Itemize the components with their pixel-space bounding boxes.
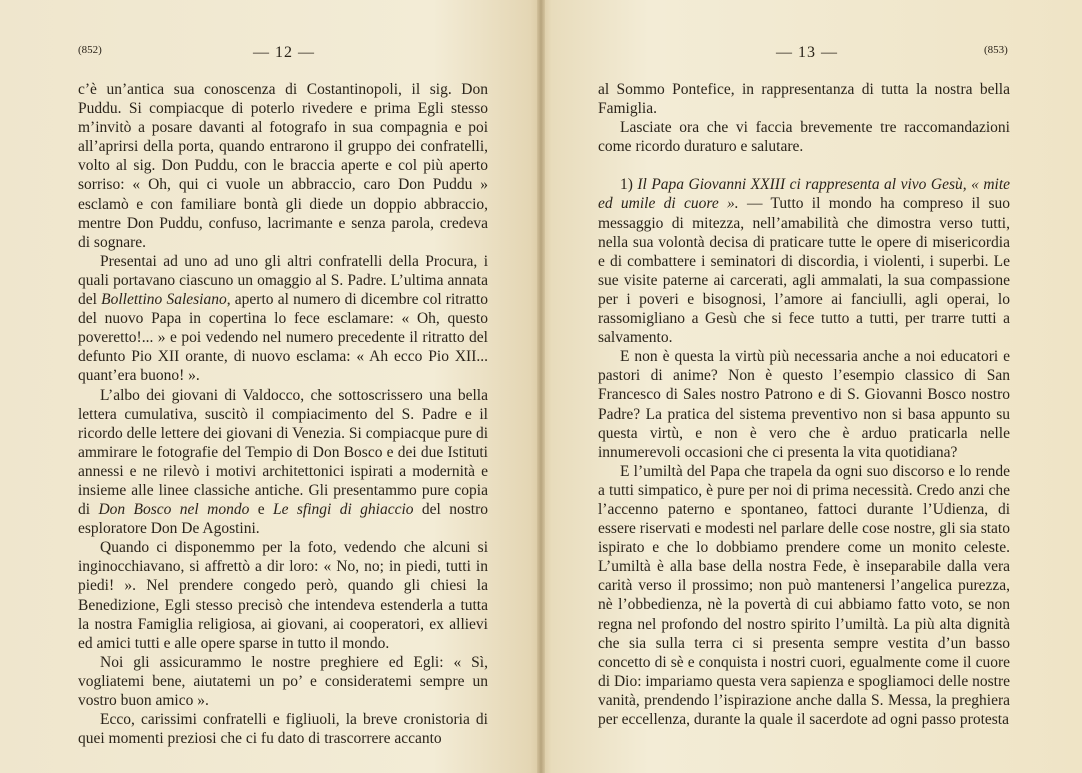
left-paragraph-4: Quando ci disponemmo per la foto, vedendo che alcuni si inginocchiavano, si affrettò a dir loro: « No, no; in piedi, tutti in piedi! ». Nel prendere congedo però, quando gli chiesi la Benedizione, Egli stesso precisò che intendeva estenderla a tutta la nostra Famiglia religiosa, ai giovani, ai cooperatori, ex allievi ed amici tutti e alle opere sparse in tutto il mondo. — [78, 539, 488, 652]
left-paragraph-1: c’è un’antica sua conoscenza di Costantinopoli, il sig. Don Puddu. Si compiacque di poterlo rivedere e prima Egli stesso m’invitò a posare davanti al fotografo in sua compagnia e poi all’aprirsi della porta, quando entrarono il gruppo dei confratelli, volto al sig. Don Puddu, con le braccia aperte e col più aperto sorriso: « Oh, qui ci vuole un abbraccio, caro Don Puddu » esclamò e con familiare bontà gli diede un doppio abbraccio, mentre Don Puddu, confuso, lacrimante e senza parola, credeva di sognare. — [78, 81, 488, 251]
italic-title: Bollettino Salesiano — [101, 291, 227, 309]
left-paragraph-6: Ecco, carissimi confratelli e figliuoli, la breve cronistoria di quei momenti preziosi che ci fu dato di trascorrere accanto — [78, 711, 488, 748]
italic-title: Il Papa Giovanni XXIII ci rappresenta al vivo Gesù, — [637, 176, 967, 194]
left-paragraph-5: Noi gli assicurammo le nostre preghiere ed Egli: « Sì, vogliatemi bene, aiutatemi un po’ e consideratemi sempre un vostro buon amico ». — [78, 653, 488, 709]
left-paragraph-3: L’albo dei giovani di Valdocco, che sottoscrissero una bella lettera cumulativa, suscitò il compiacimento del S. Padre e il ricordo delle lettere dei giovani di Venezia. Si compiacque pure di ammirare le fotografie del Tempio di Don Bosco e dei due Istituti annessi e ne rilevò i motivi architettonici ispirati a modernità e insieme alle linee classiche antiche. Gli presentammo pure copia di Don Bosco nel mondo e Le sfingi di ghiaccio del nostro esploratore Don De Agostini. — [78, 386, 488, 538]
right-body-text — [598, 80, 1010, 729]
right-paragraph-2: Lasciate ora che vi faccia brevemente tre raccomandazioni come ricordo duraturo e salutare. — [598, 119, 1010, 156]
right-paragraph-4: E non è questa la virtù più necessaria anche a noi educatori e pastori di anime? Non è questo l’esempio classico di San Francesco di Sales nostro Patrono e di S. Giovanni Bosco nostro Padre? La pratica del sistema preventivo non si basa appunto su questa virtù, e non è vero che è arduo praticarla nelle innumerevoli occasioni che ci presenta la vita quotidiana? — [598, 348, 1010, 461]
left-page — [0, 0, 540, 773]
right-paragraph-5: E l’umiltà del Papa che trapela da ogni suo discorso e lo rende a tutti simpatico, è pure per noi di prima necessità. Credo anzi che l’accenno paterno e spontaneo, fattoci durante l’Udienza, di essere riservati e modesti nel parlare delle cose nostre, gli sia stato ispirato e che lo dobbiamo prendere come un monito celeste. L’umiltà è alla base della nostra Fede, è inseparabile dalla vera carità verso il prossimo; non può mantenersi l’angelica purezza, nè l’obbedienza, nè la povertà di cui abbiamo fatto voto, se non regna nel profondo del nostro spirito l’umiltà. La più alta dignità che sia sulla terra ci si presenta sempre vestita d’un basso concetto di sè e conquista i nostri cuori, egualmente come il cuore di Dio: impariamo questa vera sapienza e spogliamoci delle nostre vanità, prendendo l’ispirazione anche dalla S. Messa, la preghiera per eccellenza, durante la quale il sacerdote ad ogni passo protesta — [598, 462, 1010, 728]
right-paragraph-3: 1) Il Papa Giovanni XXIII ci rappresenta al vivo Gesù, « mite ed umile di cuore ». — Tutto il mondo ha compreso il suo messaggio di mitezza, nell’amabilità che dimostra verso tutti, nella sua volontà decisa di praticare tutte le opere di misericordia e di combattere i seminatori di discordia, i violenti, i superbi. Le sue visite paterne ai carcerati, agli ammalati, la sua compassione per i poveri e bisognosi, l’amore ai fanciulli, agli operai, lo rassomigliano a Gesù che si fece tutto a tutti, per trarre tutti a salvamento. — [598, 176, 1011, 347]
italic-title: « mite ed umile di cuore ». — [598, 176, 1011, 213]
right-folio: — 13 — — [776, 44, 838, 61]
left-folio: — 12 — — [253, 44, 315, 61]
right-page-number: (853) — [984, 44, 1008, 56]
italic-title: Don Bosco nel mondo — [98, 501, 250, 519]
left-page-number: (852) — [78, 44, 102, 56]
right-paragraph-1: al Sommo Pontefice, in rappresentanza di tutta la nostra bella Famiglia. — [598, 81, 1010, 118]
italic-title: Le sfingi di ghiaccio — [272, 501, 414, 519]
left-paragraph-2: Presentai ad uno ad uno gli altri confratelli della Procura, i quali portavano ciascuno un omaggio al S. Padre. L’ultima annata del Bollettino Salesiano, aperto al numero di dicembre col ritratto del nuovo Papa in copertina lo fece esclamare: « Oh, questo poveretto!... » e poi vedendo nel numero precedente il ritratto del defunto Pio XII orante, di nuovo esclama: « Ah ecco Pio XII... quant’era buono! ». — [78, 252, 488, 385]
left-body-text — [78, 80, 488, 748]
right-page — [541, 0, 1082, 773]
